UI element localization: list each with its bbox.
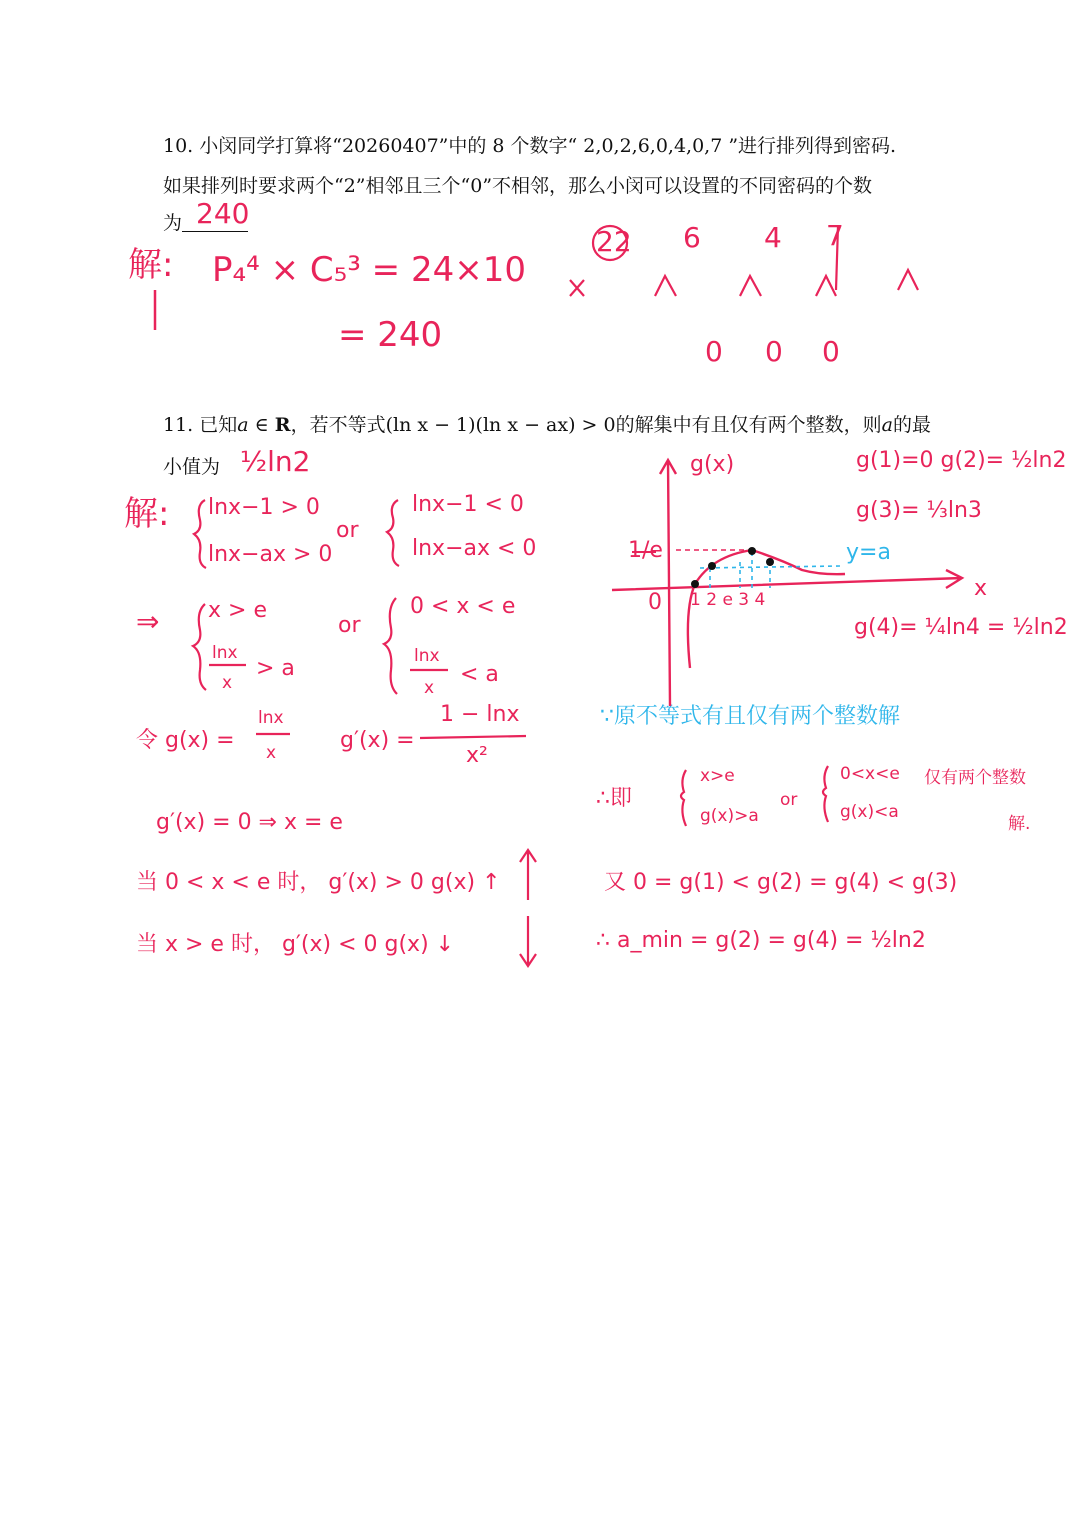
q11-g-den: x: [266, 743, 277, 763]
q11-since-or: or: [780, 790, 798, 810]
q11-g4: g(4)= ¼ln4 = ½ln2: [854, 615, 1068, 640]
graph-point-4: [766, 558, 774, 566]
q11-in: ∈: [254, 414, 269, 436]
graph-ytick: 1/e: [628, 538, 663, 563]
q11-or1: or: [336, 518, 359, 543]
q11-gp-den: x²: [466, 743, 488, 768]
graph-xlabel: x: [974, 576, 988, 601]
q11-a2: a: [881, 414, 893, 436]
q11-ineq: (ln x − 1)(ln x − ax) > 0: [385, 414, 616, 436]
q11-a: a: [237, 414, 249, 436]
q10-diagram-4: 4: [764, 221, 782, 254]
q10-answer: 240: [196, 197, 250, 230]
q11-case4b-rel: < a: [460, 662, 499, 687]
q10-diagram-7: 7: [826, 219, 844, 252]
q11-case4a: 0 < x < e: [410, 594, 516, 619]
q11-solution-label: 解:: [124, 494, 170, 534]
q11-since-x2: 0<x<e: [840, 764, 900, 784]
q10-line2: 如果排列时要求两个“2”相邻且三个“0”不相邻，那么小闵可以设置的不同密码的个数: [163, 175, 873, 197]
graph-axes: [612, 460, 962, 706]
q11-g3: g(3)= ⅓ln3: [856, 498, 982, 523]
q10-diagram-zero-1: 0: [705, 335, 723, 368]
q11-case2b: lnx−ax < 0: [412, 536, 537, 561]
q10-line3-prefix: 为: [163, 212, 183, 234]
q11-case3b-num: lnx: [212, 643, 238, 663]
q11-since-tail2: 解.: [1008, 814, 1031, 834]
q10-solution-line2: = 240: [338, 315, 443, 355]
q11-order: 又 0 = g(1) < g(2) = g(4) < g(3): [604, 870, 958, 895]
q11-or2: or: [338, 613, 361, 638]
graph-point-3: [748, 547, 756, 555]
q11-case3b-den: x: [222, 673, 233, 693]
q11-case3b-rel: > a: [256, 656, 295, 681]
q11-braces: [193, 500, 828, 966]
q11-case1b: lnx−ax > 0: [208, 542, 333, 567]
q11-since-g2: g(x)<a: [840, 802, 899, 822]
q11-mid: ，若不等式: [290, 414, 386, 436]
graph-ylabel: g(x): [690, 452, 735, 477]
q11-since-tail: 仅有两个整数: [924, 768, 1026, 788]
q11-let-g: 令 g(x) =: [136, 728, 235, 753]
q11-implies: ⇒: [136, 605, 160, 638]
q11-case1a: lnx−1 > 0: [208, 495, 320, 520]
q11-case2a: lnx−1 < 0: [412, 492, 524, 517]
q10-diagram-6: 6: [683, 221, 701, 254]
q11-case3a: x > e: [208, 598, 267, 623]
q11-prefix: 11. 已知: [163, 414, 238, 436]
q11-g-num: lnx: [258, 708, 284, 728]
q11-gp: g′(x) =: [340, 728, 415, 753]
q10-solution-line1: P₄⁴ × C₅³ = 24×10: [212, 250, 526, 290]
q11-gp-zero: g′(x) = 0 ⇒ x = e: [156, 810, 343, 835]
graph-point-2: [708, 562, 716, 570]
q10-diagram-circle: [593, 226, 627, 260]
q11-gp-num: 1 − lnx: [440, 702, 520, 727]
q10-solution-label: 解:: [128, 245, 174, 285]
q11-amin: ∴ a_min = g(2) = g(4) = ½ln2: [596, 928, 926, 953]
q10-diagram-zero-3: 0: [822, 335, 840, 368]
q11-since-x: x>e: [700, 766, 735, 786]
q11-since-g: g(x)>a: [700, 806, 759, 826]
q11-case4b-num: lnx: [414, 646, 440, 666]
q10-diagram-22: 22: [596, 225, 632, 258]
q10-diagram-zero-2: 0: [765, 335, 783, 368]
q11-since-label: ∴即: [596, 786, 632, 811]
graph-point-1: [691, 580, 699, 588]
q11-g1-g2: g(1)=0 g(2)= ½ln2: [856, 448, 1067, 473]
q11-suffix2: 的最: [892, 414, 931, 436]
q11-case4b-den: x: [424, 678, 435, 698]
q11-R: R: [274, 414, 291, 436]
q10-diagram-slots: [570, 221, 918, 296]
q11-answer: ½ln2: [240, 445, 311, 478]
q11-line2: 小值为: [163, 456, 221, 478]
graph-xticks: 1 2 e 3 4: [690, 590, 766, 610]
q11-blue-note: ∵原不等式有且仅有两个整数解: [600, 704, 900, 729]
graph-origin: 0: [648, 590, 662, 615]
q11-decreasing: 当 x > e 时， g′(x) < 0 g(x) ↓: [136, 932, 455, 957]
q11-increasing: 当 0 < x < e 时， g′(x) > 0 g(x) ↑: [136, 870, 501, 895]
graph-line-label: y=a: [846, 540, 891, 565]
q10-line1: 10. 小闵同学打算将“20260407”中的 8 个数字“ 2,0,2,6,0,4,0,7 ”进行排列得到密码.: [163, 135, 897, 157]
q11-suffix: 的解集中有且仅有两个整数，则: [615, 414, 882, 436]
